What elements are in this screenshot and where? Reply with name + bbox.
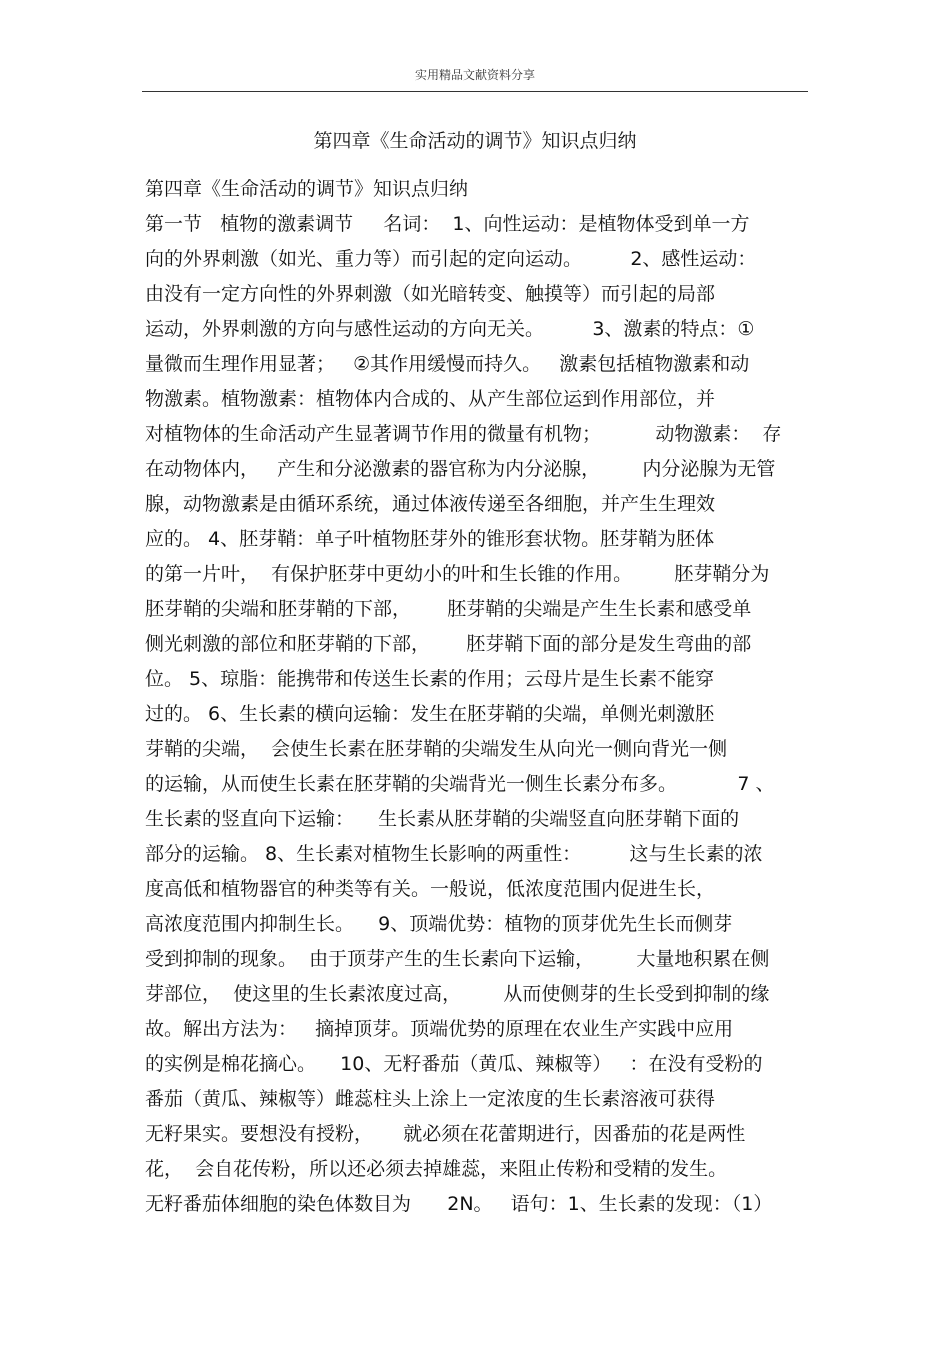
document-title: 第四章《生命活动的调节》知识点归纳 bbox=[313, 130, 637, 152]
body-line: 高浓度范围内抑制生长。 9、顶端优势：植物的顶芽优先生长而侧芽 bbox=[145, 913, 733, 935]
body-line: 番茄（黄瓜、辣椒等）雌蕊柱头上涂上一定浓度的生长素溶液可获得 bbox=[145, 1088, 716, 1110]
body-line: 过的。 6、生长素的横向运输：发生在胚芽鞘的尖端，单侧光刺激胚 bbox=[145, 703, 715, 725]
body-line: 对植物体的生命活动产生显著调节作用的微量有机物； 动物激素： 存 bbox=[145, 423, 782, 445]
body-line: 胚芽鞘的尖端和胚芽鞘的下部， 胚芽鞘的尖端是产生生长素和感受单 bbox=[145, 598, 752, 620]
body-line: 无籽果实。要想没有授粉， 就必须在花蕾期进行，因番茄的花是两性 bbox=[145, 1123, 746, 1145]
body-line: 量微而生理作用显著； ②其作用缓慢而持久。 激素包括植物激素和动 bbox=[145, 353, 750, 375]
body-line: 生长素的竖直向下运输： 生长素从胚芽鞘的尖端竖直向胚芽鞘下面的 bbox=[145, 808, 740, 830]
body-line: 侧光刺激的部位和胚芽鞘的下部， 胚芽鞘下面的部分是发生弯曲的部 bbox=[145, 633, 752, 655]
body-line: 向的外界刺激（如光、重力等）而引起的定向运动。 2、感性运动： bbox=[145, 248, 757, 270]
body-line: 位。 5、琼脂：能携带和传送生长素的作用；云母片是生长素不能穿 bbox=[145, 668, 715, 690]
body-line: 应的。 4、胚芽鞘：单子叶植物胚芽外的锥形套状物。胚芽鞘为胚体 bbox=[145, 528, 715, 550]
body-line: 的第一片叶， 有保护胚芽中更幼小的叶和生长锥的作用。 胚芽鞘分为 bbox=[145, 563, 770, 585]
body-line: 无籽番茄体细胞的染色体数目为 2N。 语句：1、生长素的发现：（1） bbox=[145, 1193, 773, 1215]
body-line: 的运输，从而使生长素在胚芽鞘的尖端背光一侧生长素分布多。 7 、 bbox=[145, 773, 775, 795]
body-line: 由没有一定方向性的外界刺激（如光暗转变、触摸等）而引起的局部 bbox=[145, 283, 716, 305]
body-line: 受到抑制的现象。 由于顶芽产生的生长素向下运输， 大量地积累在侧 bbox=[145, 948, 770, 970]
body-line: 腺，动物激素是由循环系统，通过体液传递至各细胞，并产生生理效 bbox=[145, 493, 716, 515]
body-line: 物激素。植物激素：植物体内合成的、从产生部位运到作用部位，并 bbox=[145, 388, 716, 410]
document-body bbox=[145, 172, 810, 1222]
body-line: 第四章《生命活动的调节》知识点归纳 bbox=[145, 178, 469, 200]
body-line: 故。解出方法为： 摘掉顶芽。顶端优势的原理在农业生产实践中应用 bbox=[145, 1018, 734, 1040]
body-line: 部分的运输。 8、生长素对植物生长影响的两重性： 这与生长素的浓 bbox=[145, 843, 763, 865]
body-line: 度高低和植物器官的种类等有关。一般说，低浓度范围内促进生长， bbox=[145, 878, 716, 900]
body-line: 芽鞘的尖端， 会使生长素在胚芽鞘的尖端发生从向光一侧向背光一侧 bbox=[145, 738, 728, 760]
body-line: 的实例是棉花摘心。 10、无籽番茄（黄瓜、辣椒等） ：在没有受粉的 bbox=[145, 1053, 763, 1075]
page-header: 实用精品文献资料分享 bbox=[414, 68, 535, 82]
body-line: 芽部位， 使这里的生长素浓度过高， 从而使侧芽的生长受到抑制的缘 bbox=[145, 983, 770, 1005]
body-line: 第一节 植物的激素调节 名词： 1、向性运动：是植物体受到单一方 bbox=[145, 213, 750, 235]
body-line: 在动物体内， 产生和分泌激素的器官称为内分泌腺， 内分泌腺为无管 bbox=[145, 458, 776, 480]
body-line: 花， 会自花传粉，所以还必须去掉雄蕊，来阻止传粉和受精的发生。 bbox=[145, 1158, 728, 1180]
header-divider bbox=[142, 91, 808, 92]
body-line: 运动，外界刺激的方向与感性运动的方向无关。 3、激素的特点：① bbox=[145, 318, 755, 340]
